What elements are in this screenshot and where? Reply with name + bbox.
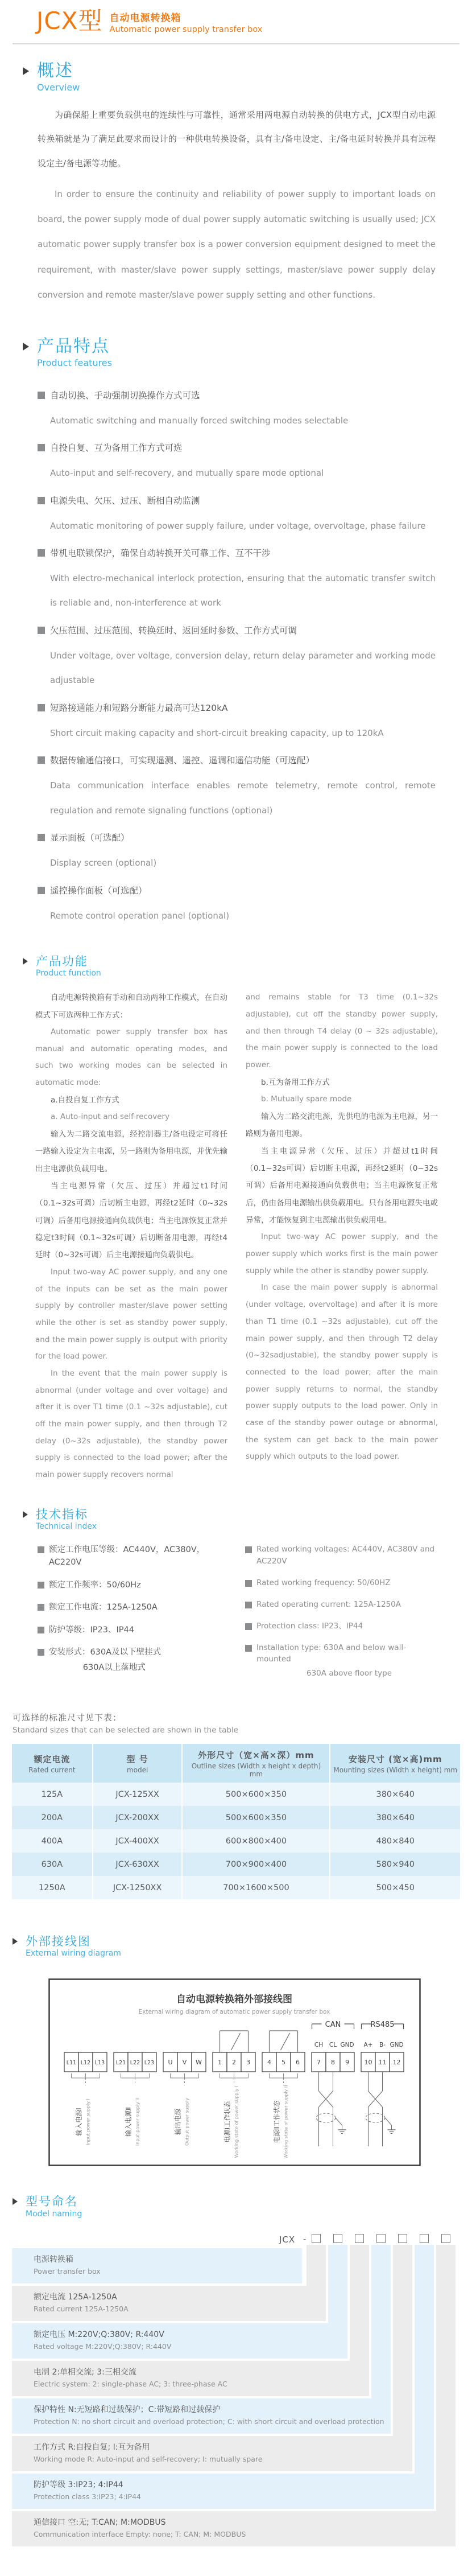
model-code-dash: - [303,2233,307,2244]
section-marker-icon [23,343,29,351]
naming-row: 防护等级 3:IP23; 4:IP44 Protection class 3:IP23; 4:IP44 [12,2474,434,2509]
svg-text:GND: GND [340,2042,354,2049]
section-model-naming [0,2195,472,2218]
svg-text:10: 10 [364,2059,372,2067]
feature-item: 数据传输通信接口，可实现遥测、遥控、遥调和遥信功能（可选配） Data communication interface enables remote telemetry, remote control, remote regulation and remote signaling functions (optional) [38,748,436,823]
svg-text:L13: L13 [94,2060,105,2067]
naming-row: 电制 2:单相交流; 3:三相交流 Electric system: 2: single-phase AC; 3: three-phase AC [12,2361,369,2396]
svg-text:CH: CH [314,2042,324,2049]
bullet-square-icon [38,444,45,451]
overview-title-cn: 概述 [37,61,73,81]
model-code-box [420,2234,429,2243]
bullet-square-icon [38,1649,44,1656]
section-marker-icon [23,1511,28,1518]
naming-row: 工作方式 R:自投自复; I:互为备用 Working mode R: Auto-input and self-recovery; I: mutually spare [12,2436,412,2471]
svg-text:Working state of power supply: Working state of power supply II [283,2085,289,2159]
table-row: 400A JCX-400XX 600×800×400 480×840 [12,1829,460,1853]
model-code-connector [371,2245,391,2398]
svg-text:输入电源Ⅰ: 输入电源Ⅰ [74,2108,83,2137]
feature-item: 显示面板（可选配） Display screen (optional) [38,825,436,875]
svg-text:9: 9 [345,2059,349,2067]
svg-text:Input power supply II: Input power supply II [135,2098,140,2146]
model-code-box [376,2234,386,2243]
section-overview [0,61,472,307]
svg-text:Working state of power supply: Working state of power supply I [234,2086,239,2158]
tech-title-en: Technical index [36,1521,97,1531]
svg-text:12: 12 [392,2059,401,2067]
svg-text:U: U [168,2059,173,2067]
page-header [0,0,472,34]
svg-text:4: 4 [267,2059,271,2067]
svg-text:2: 2 [232,2059,236,2067]
svg-text:输入电源Ⅱ: 输入电源Ⅱ [124,2107,133,2137]
tech-right-column: Rated working voltages: AC440V, AC380V and AC220V Rated working frequency: 50/60HZ Rated operating current: 125A-1250A Protection class: IP23、IP44 Installation type: 630A and below wall-mounted 630A above floor type [245,1544,438,1680]
features-title-en: Product features [37,357,112,368]
bullet-square-icon [38,756,45,764]
section-wiring-diagram [0,1935,472,1958]
overview-paragraph-cn: 为确保船上重要负载供电的连续性与可靠性，通常采用两电源自动转换的供电方式，JCX型自动电源转换箱就是为了满足此要求而设计的一种供电转换设备，具有主/备电设定、主/备电延时转换并具有远程设定主/备电源等功能。 [38,109,436,169]
bullet-square-icon [38,704,45,711]
bullet-square-icon [245,1580,252,1587]
feature-item: 短路接通能力和短路分断能力最高可达120kA Short circuit making capacity and short-circuit breaking capacity, up to 120kA [38,696,436,746]
bullet-square-icon [38,392,45,399]
svg-text:L11: L11 [66,2060,77,2067]
model-code-prefix: JCX [279,2234,296,2245]
bullet-square-icon [38,497,45,504]
model-code-box [398,2234,407,2243]
feature-item: 遥控操作面板（可选配） Remote control operation panel (optional) [38,878,436,928]
feature-item: 电源失电、欠压、过压、断相自动监测 Automatic monitoring of power supply failure, under voltage, overvoltage, phase failure [38,488,436,538]
naming-row: 电源转换箱 Power transfer box [12,2248,302,2283]
svg-text:W: W [196,2059,202,2067]
model-code-connector [393,2245,412,2436]
svg-text:External wiring diagram of aut: External wiring diagram of automatic power supply transfer box [138,2009,330,2016]
product-title-cn: 自动电源转换箱 [109,13,181,24]
function-columns [35,989,438,1484]
table-row: 200A JCX-200XX 500×600×350 380×640 [12,1806,460,1829]
features-title-cn: 产品特点 [37,336,110,357]
bullet-square-icon [38,627,45,634]
svg-text:CAN: CAN [325,2021,341,2030]
model-code-connector [436,2245,456,2511]
wiring-title-cn: 外部接线图 [26,1935,91,1949]
feature-item: 欠压范围、过压范围、转换延时、返回延时参数、工作方式可调 Under voltage, over voltage, conversion delay, return delay parameter and working mode adjustable [38,618,436,693]
section-marker-icon [13,1938,18,1945]
bullet-square-icon [38,1582,44,1589]
bullet-square-icon [38,1546,44,1553]
function-left-column: 自动电源转换箱有手动和自动两种工作模式，在自动模式下可选两种工作方式： Automatic power supply transfer box has manual and automatic operating modes, and such two working modes can be selected in automatic mode: a.自投自复工作方式 a. Auto-input and self-recovery 输入为二路交流电源，经控制器主/备电设定可将任一路输入设定为主电源，另一路则为备用电源，并优先输出主电源供负载用电。 当主电源异常（欠压、过压）并超过t1时间（0.1~32s可调）后切断主电源，再经t2延时（0~32s可调）后备用电源接通向负载供电；当主电源恢复正常并稳定t3时间（0.1~32s可调）后切断备用电源，再经t4延时（0~32s可调）后主电源接通向负载供电。 Input two-way AC power supply, and any one of the inputs can be set as the main power supply by controller master/slave power setting while the other is set as standby power supply, and the main power supply is output with priority for the load power. In the event that the main power supply is abnormal (under voltage and over voltage) and after it is over T1 time (0.1 ~32s adjustable), cut off the main power supply, and then through T2 delay (0~32s adjustable), the standby power supply is connected to the load power; after the main power supply recovers normal [35,993,227,1480]
svg-text:8: 8 [331,2059,335,2067]
tech-left-column: 额定工作电压等级：AC440V，AC380V，AC220V 额定工作频率：50/60Hz 额定工作电流：125A-1250A 防护等级：IP23、IP44 安装形式：630A及以下壁挂式 630A以上落地式 [38,1544,230,1680]
feature-item: 带机电联锁保护，确保自动转换开关可靠工作、互不干涉 With electro-mechanical interlock protection, ensuring that the automatic transfer switch is reliable and, non-interference at work [38,541,436,616]
svg-text:输出电源: 输出电源 [173,2109,182,2135]
feature-item: 自动切换、手动强制切换操作方式可选 Automatic switching and manually forced switching modes selectable [38,383,436,433]
bullet-square-icon [38,834,45,841]
svg-text:L23: L23 [144,2060,155,2067]
sizes-note: 可选择的标准尺寸见下表： Standard sizes that can be selected are shown in the table [13,1713,238,1735]
bullet-square-icon [38,887,45,894]
product-model-title: JCX型 [36,7,103,35]
svg-text:L12: L12 [80,2060,91,2067]
function-right-column: and remains stable for T3 time (0.1~32s adjustable), cut off the standby power supply, and then through T4 delay (0 ~ 32s adjustable), the main power supply is connected to the load power. b.互为备用工作方式 b. Mutually spare mode 输入为二路交流电源，先供电的电源为主电源，另一路则为备用电源。 当主电源异常（欠压、过压）并超过t1时间（0.1~32s可调）后切断主电源，再经t2延时（0~32s可调）后备用电源接通向负载供电；当主电源恢复正常后，仍由备用电源输出供负载用电。只有备用电源失电或异常，才能恢复到主电源输出供负载用电。 Input two-way AC power supply, and the power supply which works first is the main power supply while the other is standby power supply. In case the main power supply is abnormal (under voltage, overvoltage) and after it is more than T1 time (0.1 ~32s adjustable), cut off the main power supply, and then through T2 delay (0~32sadjustable), the standby power supply is connected to the load power; after the main power supply returns to normal, the standby power supply outputs to the load power. Only in case of the standby power outage or abnormal, the system can get back to the main power supply which outputs to the load power. [246,993,438,1462]
svg-text:1: 1 [218,2059,222,2067]
overview-paragraph-en: In order to ensure the continuity and reliability of power supply to important loads on board, the power supply mode of dual power supply automatic switching is usually used; JCX automatic power supply transfer box is a power conversion equipment designed to meet the requirement, with master/slave power supply settings, master/slave power supply delay conversion and remote master/slave power supply setting and other functions. [38,188,436,300]
bullet-square-icon [245,1602,252,1608]
tech-title-cn: 技术指标 [36,1507,88,1521]
naming-title-cn: 型号命名 [26,2195,78,2209]
svg-text:自动电源转换箱外部接线图: 自动电源转换箱外部接线图 [176,1994,292,2006]
svg-text:电源Ⅱ工作状态: 电源Ⅱ工作状态 [272,2101,281,2143]
bullet-square-icon [38,1604,44,1611]
svg-text:3: 3 [246,2059,250,2067]
bullet-square-icon [245,1546,252,1553]
svg-text:11: 11 [378,2059,387,2067]
model-code-box [333,2234,342,2243]
svg-text:Input power supply I: Input power supply I [85,2098,91,2146]
section-product-features [0,337,472,928]
model-code-connector [350,2245,369,2361]
wiring-title-en: External wiring diagram [26,1949,121,1958]
svg-text:Output power supply: Output power supply [184,2098,190,2146]
header-divider [13,43,459,44]
svg-text:5: 5 [281,2059,285,2067]
svg-text:6: 6 [296,2059,300,2067]
bullet-square-icon [245,1623,252,1630]
model-code-connector [415,2245,434,2474]
naming-row: 保护特性 N:无短路和过载保护；C:带短路和过载保护 Protection N: no short circuit and overload protection; C: with short circuit and overload protection [12,2398,391,2434]
table-header-row: 额定电流 Rated current 型 号 model 外形尺寸（宽×高×深）mm Outline sizes (Width x height x depth) mm 安装尺寸 (宽×高)mm Mounting sizes (Width x height) mm [12,1744,460,1783]
feature-list [38,383,436,928]
naming-row: 额定电流 125A-1250A Rated current 125A-1250A [12,2286,326,2321]
bullet-square-icon [38,1627,44,1633]
feature-item: 自投自复、互为备用工作方式可选 Auto-input and self-recovery, and mutually spare mode optional [38,435,436,485]
model-naming-diagram [12,2231,461,2550]
svg-text:电源Ⅰ工作状态: 电源Ⅰ工作状态 [223,2101,231,2143]
bullet-square-icon [245,1645,252,1652]
function-title-cn: 产品功能 [36,954,88,969]
naming-row: 通信接口 空:无; T:CAN; M:MODBUS Communication interface Empty: none; T: CAN; M: MODBUS [12,2511,456,2546]
svg-text:V: V [182,2059,187,2067]
section-technical-index [0,1508,472,1680]
table-row: 1250A JCX-1250XX 700×1600×500 500×450 [12,1876,460,1899]
section-marker-icon [13,2198,18,2205]
model-code-box [312,2234,321,2243]
svg-text:CL: CL [329,2042,337,2049]
naming-title-en: Model naming [26,2209,82,2219]
svg-text:A+: A+ [363,2042,373,2049]
function-title-en: Product function [36,969,101,978]
standard-sizes-table [12,1744,460,1899]
overview-title-en: Overview [37,81,80,93]
svg-text:L21: L21 [115,2060,126,2067]
wiring-diagram-canvas [48,1978,421,2168]
svg-text:7: 7 [317,2059,321,2067]
section-marker-icon [23,67,29,75]
naming-row: 额定电压 M:220V;Q:380V; R:440V Rated voltage M:220V;Q:380V; R:440V [12,2323,347,2359]
svg-text:RS485: RS485 [370,2021,395,2030]
table-row: 630A JCX-630XX 700×900×400 580×940 [12,1853,460,1876]
product-title-en: Automatic power supply transfer box [109,25,263,34]
model-code-connector [307,2245,326,2286]
bullet-square-icon [38,549,45,557]
model-code-connector [328,2245,347,2323]
section-marker-icon [23,958,28,965]
svg-text:L22: L22 [130,2060,140,2067]
svg-text:GND: GND [390,2042,404,2049]
model-code-box [355,2234,364,2243]
table-row: 125A JCX-125XX 500×600×350 380×640 [12,1783,460,1806]
section-product-function [0,954,472,1484]
svg-text:B-: B- [379,2042,386,2049]
model-code-box [441,2234,450,2243]
